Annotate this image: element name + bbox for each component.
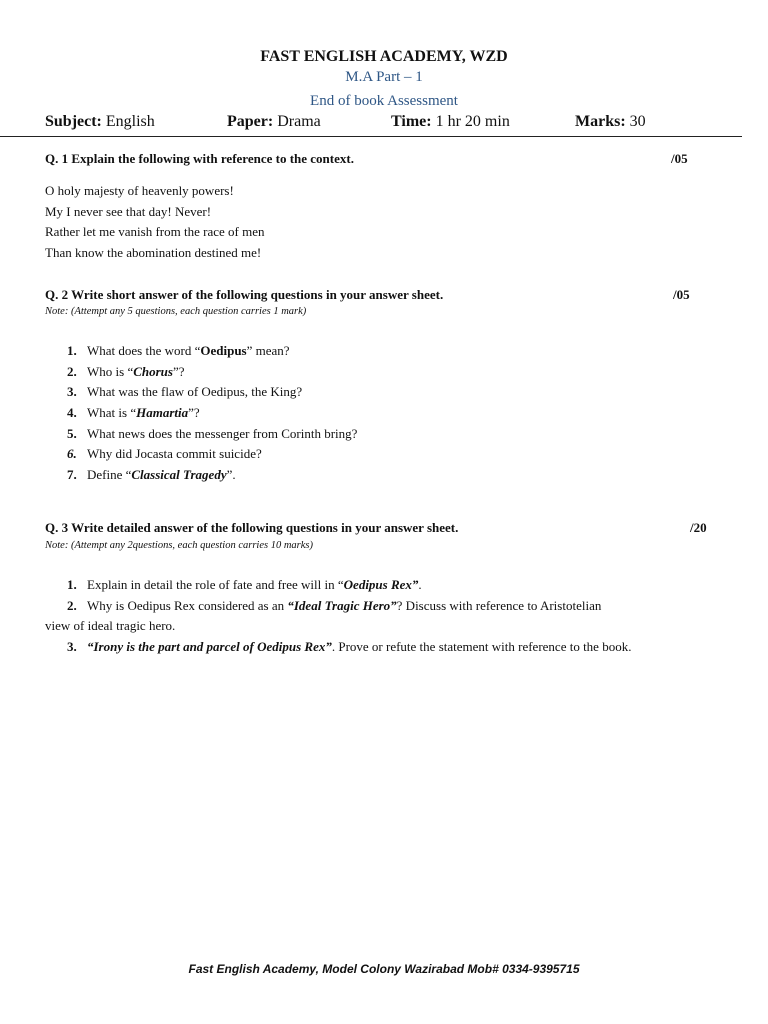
q2-item <box>67 384 302 400</box>
item-text-end: . <box>418 577 422 592</box>
item-emphasis: “Irony is the part and parcel of Oedipus Rex” <box>87 639 332 654</box>
item-number: 5. <box>67 426 77 441</box>
subject-value: English <box>105 113 155 130</box>
item-text: What does the word “ <box>87 343 201 358</box>
paper-value: Drama <box>277 113 321 130</box>
paper-label: Paper: <box>227 113 274 130</box>
q1-line: Rather let me vanish from the race of men <box>45 224 265 239</box>
item-emphasis: Hamartia <box>136 405 189 420</box>
item-number: 4. <box>67 405 77 420</box>
item-emphasis: Classical Tragedy <box>131 467 227 482</box>
q3-note: Note: (Attempt any 2questions, each question carries 10 marks) <box>45 540 313 551</box>
item-number: 7. <box>67 467 77 482</box>
item-number: 2. <box>67 364 77 379</box>
footer-contact: Fast English Academy, Model Colony Wazirabad Mob# 0334-9395715 <box>188 962 580 976</box>
item-emphasis: “Ideal Tragic Hero” <box>287 598 397 613</box>
item-number: 1. <box>67 343 77 358</box>
q2-item <box>67 467 236 483</box>
time-info <box>391 113 510 131</box>
item-text: Define “ <box>87 467 132 482</box>
item-emphasis: Chorus <box>133 364 173 379</box>
item-emphasis: Oedipus <box>200 343 247 358</box>
item-text: Why did Jocasta commit suicide? <box>87 446 262 461</box>
subject-label: Subject: <box>45 113 102 130</box>
item-text: What was the flaw of Oedipus, the King? <box>87 384 303 399</box>
q3-item <box>67 639 631 655</box>
item-text: What is “ <box>87 405 137 420</box>
item-text-end: ”. <box>226 467 236 482</box>
q2-marks: /05 <box>673 287 690 302</box>
item-text: Why is Oedipus Rex considered as an <box>87 598 288 613</box>
q2-item <box>67 343 290 359</box>
q2-item <box>67 426 357 442</box>
q2-item <box>67 405 200 421</box>
assessment-subtitle: End of book Assessment <box>310 93 458 109</box>
q1-line: O holy majesty of heavenly powers! <box>45 183 234 198</box>
q1-heading: Q. 1 Explain the following with reference to the context. <box>45 151 354 166</box>
q2-heading: Q. 2 Write short answer of the following questions in your answer sheet. <box>45 287 444 302</box>
q3-item-continuation: view of ideal tragic hero. <box>45 618 176 633</box>
q2-note: Note: (Attempt any 5 questions, each question carries 1 mark) <box>45 306 307 317</box>
item-number: 6. <box>67 446 77 461</box>
item-number: 1. <box>67 577 77 592</box>
item-text: What news does the messenger from Corinth bring? <box>87 426 358 441</box>
q3-item <box>67 577 422 593</box>
class-subtitle: M.A Part – 1 <box>345 69 423 85</box>
item-emphasis: Oedipus Rex” <box>343 577 419 592</box>
time-value: 1 hr 20 min <box>435 113 510 130</box>
item-text-end: ” mean? <box>246 343 290 358</box>
item-text-end: ”? <box>188 405 200 420</box>
q3-item <box>67 598 601 614</box>
item-text: Who is “ <box>87 364 134 379</box>
academy-title: FAST ENGLISH ACADEMY, WZD <box>260 48 508 65</box>
item-number: 2. <box>67 598 77 613</box>
q3-heading: Q. 3 Write detailed answer of the following questions in your answer sheet. <box>45 520 459 535</box>
paper-info <box>227 113 321 131</box>
item-text-end: . Prove or refute the statement with reference to the book. <box>331 639 632 654</box>
q2-item <box>67 446 262 462</box>
header-divider <box>0 136 742 137</box>
item-text-end: ? Discuss with reference to Aristotelian <box>396 598 602 613</box>
q1-line: Than know the abomination destined me! <box>45 245 262 260</box>
marks-label: Marks: <box>575 113 626 130</box>
q2-item <box>67 364 185 380</box>
q3-marks: /20 <box>690 520 707 535</box>
marks-value: 30 <box>629 113 646 130</box>
q1-line: My I never see that day! Never! <box>45 204 212 219</box>
item-number: 3. <box>67 384 77 399</box>
q1-marks: /05 <box>671 151 688 166</box>
time-label: Time: <box>391 113 432 130</box>
marks-info <box>575 113 646 131</box>
item-text: Explain in detail the role of fate and free will in “ <box>87 577 344 592</box>
subject-info <box>45 113 155 131</box>
item-text-end: ”? <box>172 364 185 379</box>
item-number: 3. <box>67 639 77 654</box>
